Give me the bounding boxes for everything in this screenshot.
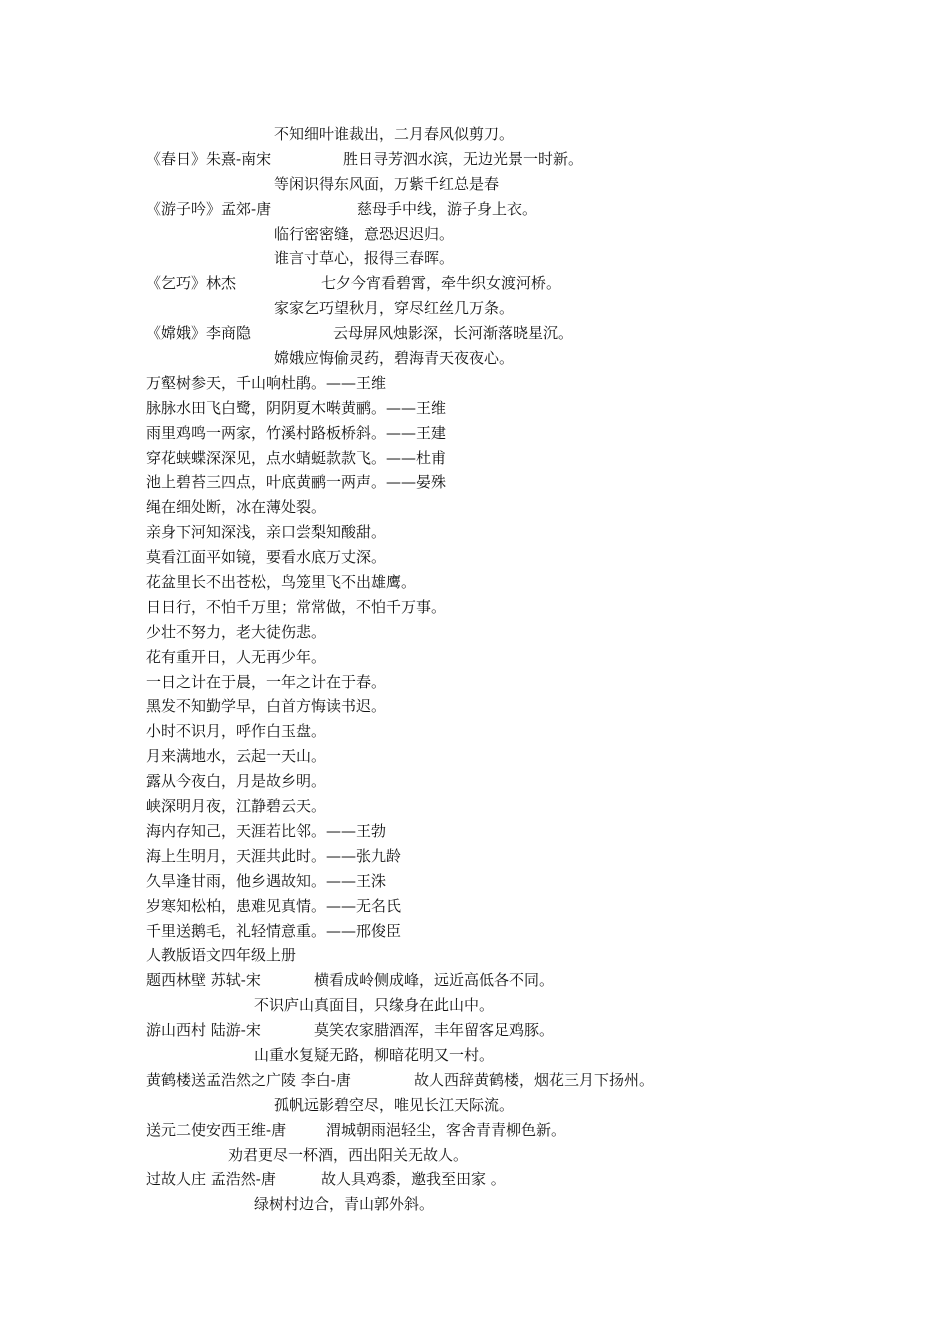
quote-text: 露从今夜白，月是故乡明。 (146, 772, 327, 791)
text-line (0, 271, 950, 296)
text-line (0, 520, 950, 545)
text-line (0, 919, 950, 944)
text-line (0, 371, 950, 396)
poem-text-lines (0, 122, 950, 1217)
text-line (0, 1043, 950, 1068)
text-line (0, 470, 950, 495)
poem-title: 题西林壁 苏轼-宋 (146, 971, 261, 990)
text-line (0, 819, 950, 844)
quote-text: 峡深明月夜，江静碧云天。 (146, 797, 327, 816)
quote-text: 千里送鹅毛，礼轻情意重。——邢俊臣 (146, 921, 402, 940)
verse-continuation: 不识庐山真面目，只缘身在此山中。 (254, 996, 495, 1015)
text-line (0, 744, 950, 769)
text-line (0, 421, 950, 446)
text-line (0, 246, 950, 271)
verse-text: 渭城朝雨浥轻尘，客舍青青柳色新。 (326, 1120, 567, 1139)
verse-continuation: 劝君更尽一杯酒，西出阳关无故人。 (228, 1145, 469, 1164)
quote-text: 少壮不努力，老大徒伤悲。 (146, 622, 327, 641)
poem-title: 《乞巧》林杰 (146, 274, 237, 293)
text-line (0, 495, 950, 520)
quote-text: 一日之计在于晨，一年之计在于春。 (146, 672, 387, 691)
verse-continuation: 等闲识得东风面，万紫千红总是春 (274, 174, 500, 193)
text-line (0, 943, 950, 968)
text-line (0, 1018, 950, 1043)
text-line (0, 446, 950, 471)
text-line (0, 794, 950, 819)
verse-continuation: 山重水复疑无路，柳暗花明又一村。 (254, 1045, 495, 1064)
text-line (0, 993, 950, 1018)
verse-text: 莫笑农家腊酒浑，丰年留客足鸡豚。 (314, 1021, 555, 1040)
poem-title: 过故人庄 孟浩然-唐 (146, 1170, 276, 1189)
section-heading: 人教版语文四年级上册 (146, 946, 297, 965)
verse-continuation: 不知细叶谁裁出，二月春风似剪刀。 (274, 125, 515, 143)
text-line (0, 1068, 950, 1093)
verse-text: 故人具鸡黍，邀我至田家 。 (321, 1170, 506, 1189)
text-line (0, 545, 950, 570)
verse-continuation: 谁言寸草心，报得三春晖。 (274, 249, 455, 268)
text-line (0, 869, 950, 894)
verse-continuation: 嫦娥应悔偷灵药，碧海青天夜夜心。 (274, 349, 515, 368)
text-line (0, 570, 950, 595)
text-line (0, 396, 950, 421)
quote-text: 万壑树参天，千山响杜鹃。——王维 (146, 373, 387, 392)
text-line (0, 670, 950, 695)
text-line (0, 147, 950, 172)
text-line (0, 1167, 950, 1192)
quote-text: 雨里鸡鸣一两家，竹溪村路板桥斜。——王建 (146, 423, 447, 442)
verse-continuation: 家家乞巧望秋月，穿尽红丝几万条。 (274, 299, 515, 318)
text-line (0, 968, 950, 993)
verse-continuation: 孤帆远影碧空尽，唯见长江天际流。 (274, 1095, 515, 1114)
quote-text: 绳在细处断，冰在薄处裂。 (146, 498, 327, 517)
poem-title: 黄鹤楼送孟浩然之广陵 李白-唐 (146, 1070, 351, 1089)
verse-text: 云母屏风烛影深，长河渐落晓星沉。 (333, 324, 574, 343)
quote-text: 小时不识月，呼作白玉盘。 (146, 722, 327, 741)
text-line (0, 1118, 950, 1143)
text-line (0, 122, 950, 147)
verse-continuation: 绿树村边合，青山郭外斜。 (254, 1195, 435, 1214)
verse-text: 胜日寻芳泗水滨，无边光景一时新。 (343, 149, 584, 168)
text-line (0, 894, 950, 919)
quote-text: 池上碧苔三四点，叶底黄鹂一两声。——晏殊 (146, 473, 447, 492)
text-line (0, 595, 950, 620)
poem-title: 《春日》朱熹-南宋 (146, 149, 272, 168)
text-line (0, 719, 950, 744)
text-line (0, 172, 950, 197)
quote-text: 岁寒知松柏，患难见真情。——无名氏 (146, 896, 402, 915)
verse-continuation: 临行密密缝，意恐迟迟归。 (274, 224, 455, 243)
poem-title: 游山西村 陆游-宋 (146, 1021, 261, 1040)
quote-text: 海上生明月，天涯共此时。——张九龄 (146, 846, 402, 865)
verse-text: 故人西辞黄鹤楼，烟花三月下扬州。 (414, 1070, 655, 1089)
quote-text: 久旱逢甘雨，他乡遇故知。——王洙 (146, 871, 387, 890)
quote-text: 黑发不知勤学早，白首方悔读书迟。 (146, 697, 387, 716)
text-line (0, 645, 950, 670)
verse-text: 慈母手中线，游子身上衣。 (357, 199, 538, 218)
text-line (0, 296, 950, 321)
text-line (0, 769, 950, 794)
text-line (0, 1143, 950, 1168)
quote-text: 月来满地水，云起一天山。 (146, 747, 327, 766)
quote-text: 花盆里长不出苍松，鸟笼里飞不出雄鹰。 (146, 573, 417, 592)
quote-text: 花有重开日，人无再少年。 (146, 647, 327, 666)
text-line (0, 1093, 950, 1118)
poem-title: 《嫦娥》李商隐 (146, 324, 252, 343)
text-line (0, 321, 950, 346)
verse-text: 横看成岭侧成峰，远近高低各不同。 (314, 971, 555, 990)
quote-text: 亲身下河知深浅，亲口尝梨知酸甜。 (146, 523, 387, 542)
quote-text: 海内存知己，天涯若比邻。——王勃 (146, 821, 387, 840)
text-line (0, 1192, 950, 1217)
quote-text: 脉脉水田飞白鹭，阴阴夏木啭黄鹂。——王维 (146, 398, 447, 417)
text-line (0, 844, 950, 869)
text-line (0, 222, 950, 247)
verse-text: 七夕今宵看碧霄，牵牛织女渡河桥。 (321, 274, 562, 293)
quote-text: 莫看江面平如镜，要看水底万丈深。 (146, 548, 387, 567)
text-line (0, 620, 950, 645)
quote-text: 日日行，不怕千万里；常常做，不怕千万事。 (146, 597, 447, 616)
text-line (0, 346, 950, 371)
poem-title: 《游子吟》孟郊-唐 (146, 199, 272, 218)
poem-title: 送元二使安西王维-唐 (146, 1120, 287, 1139)
text-line (0, 197, 950, 222)
text-line (0, 694, 950, 719)
quote-text: 穿花蛱蝶深深见，点水蜻蜓款款飞。——杜甫 (146, 448, 447, 467)
